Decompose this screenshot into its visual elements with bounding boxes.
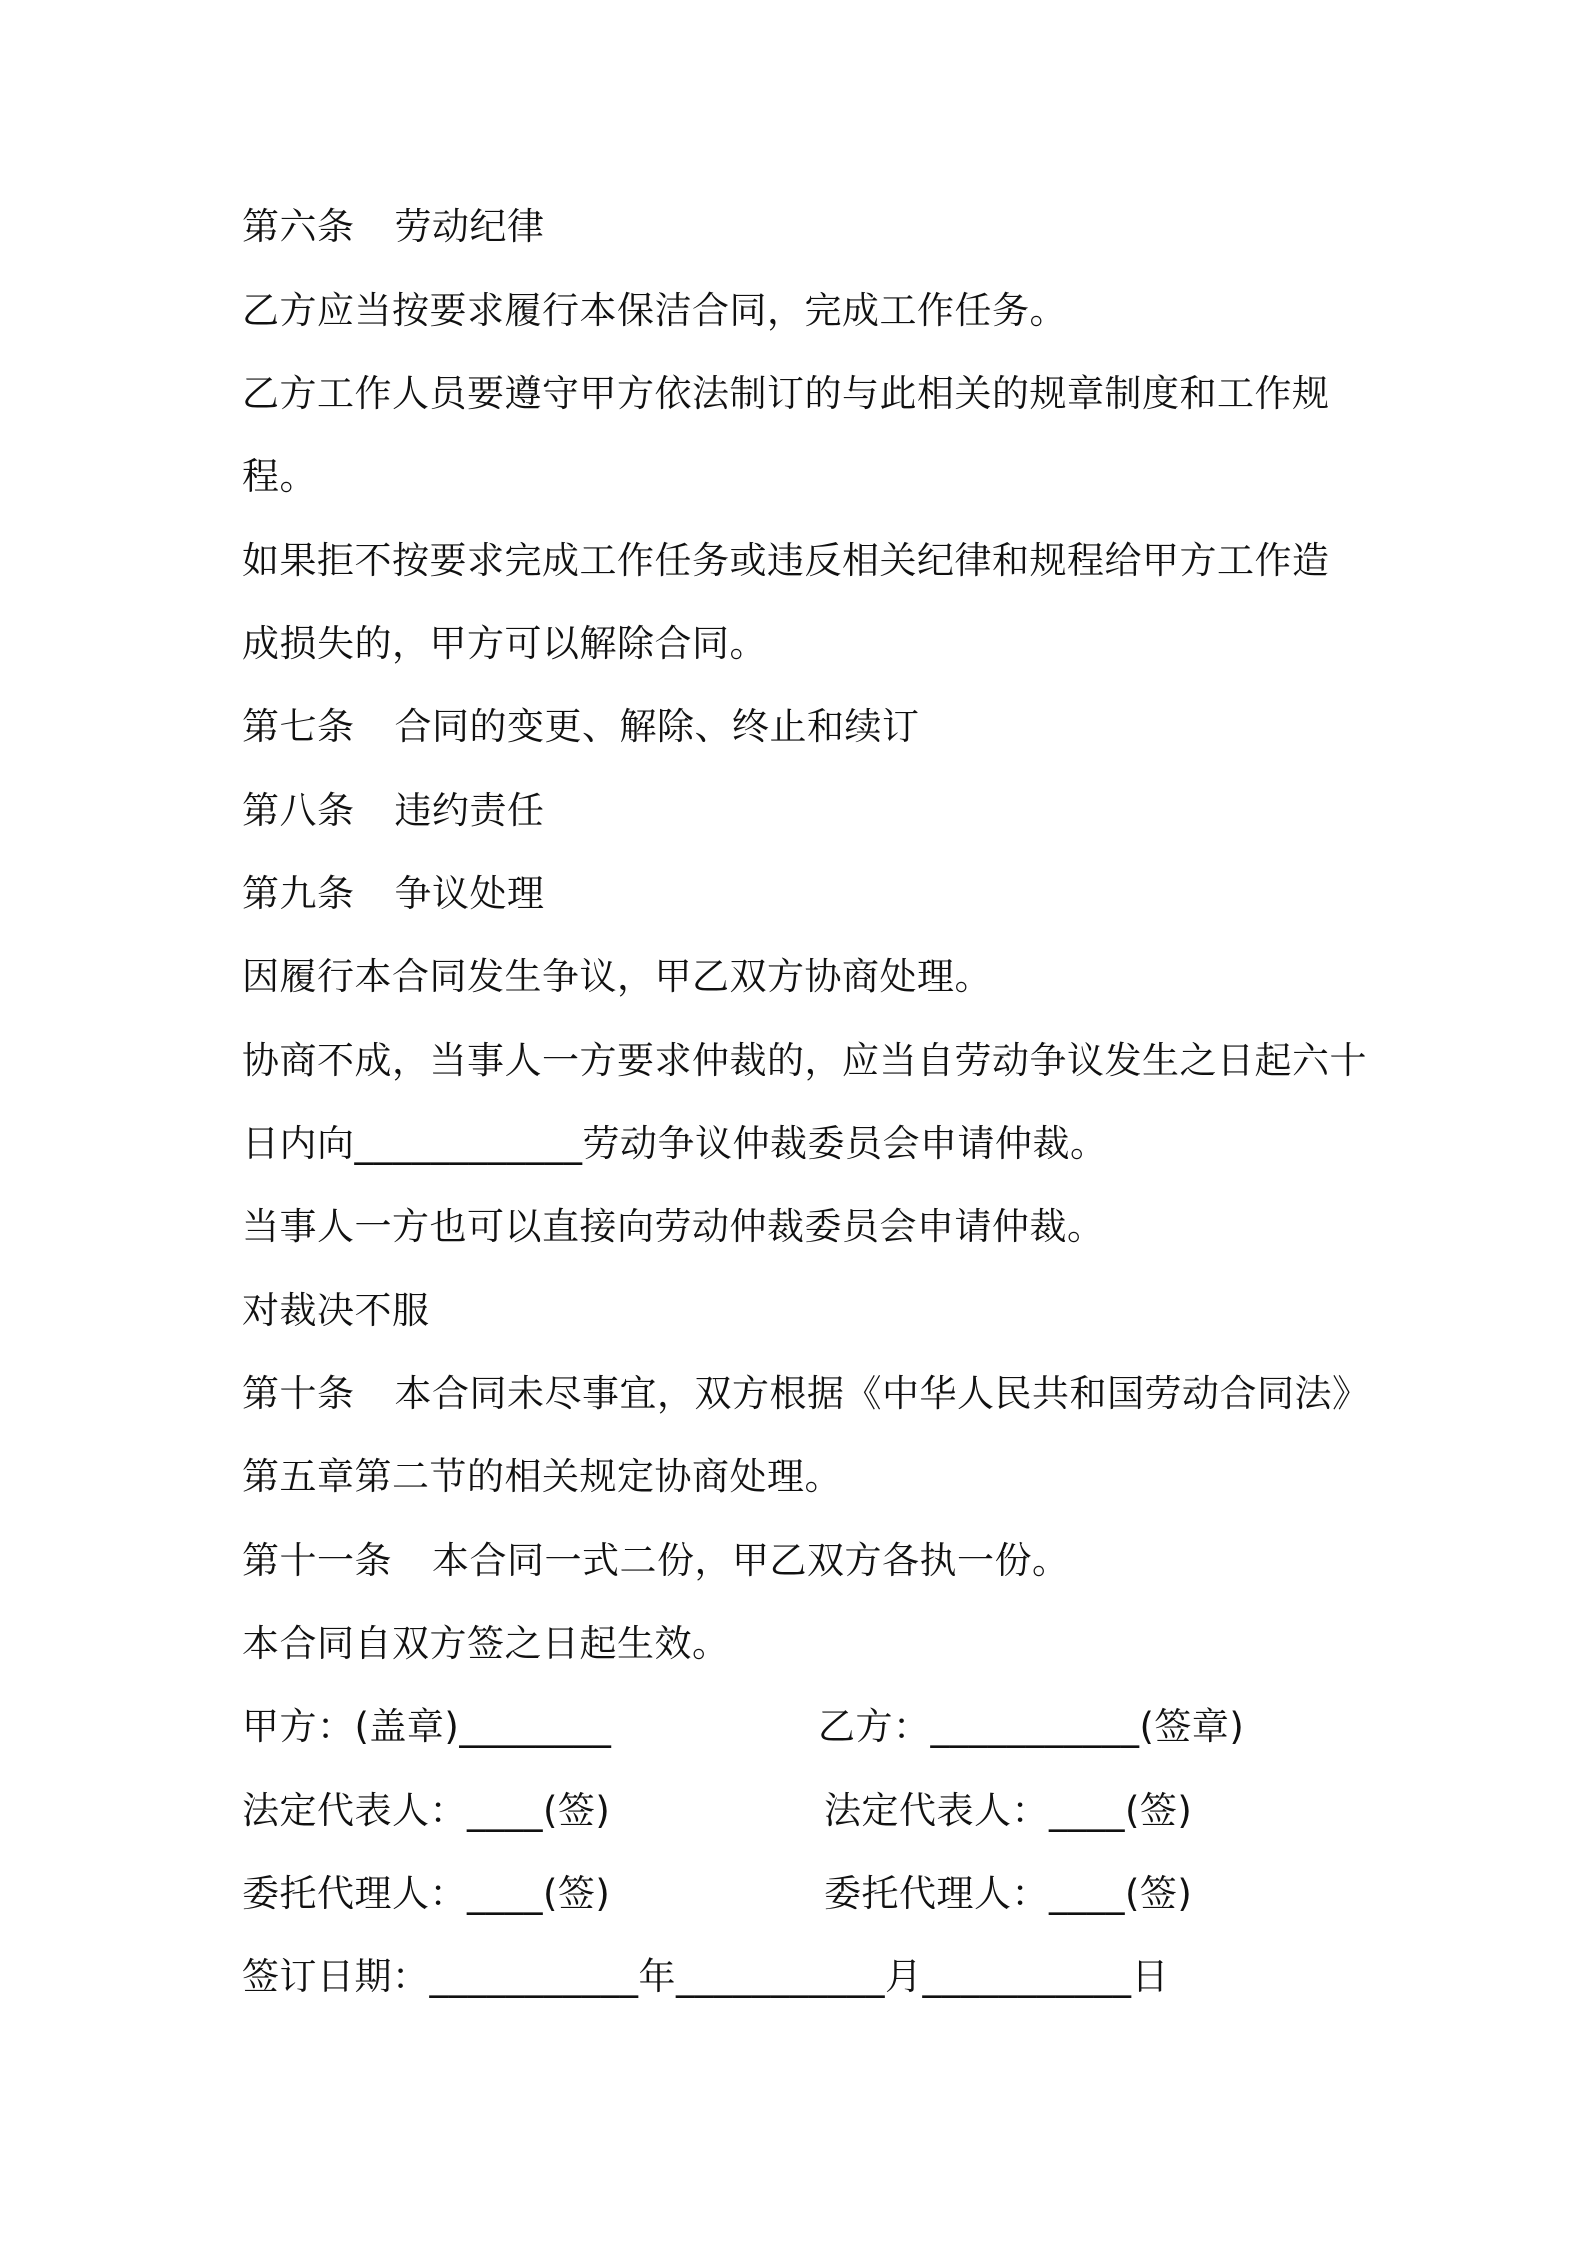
article-10-text: 本合同未尽事宜，双方根据《中华人民共和国劳动合同法》 [394,1372,1370,1415]
article-10-heading [242,1372,1370,1415]
article-9-title: 争议处理 [394,872,545,915]
article-11-number: 第十一条 [242,1539,392,1582]
article-11-text: 本合同一式二份，甲乙双方各执一份。 [432,1539,1070,1582]
paragraph-direct-arbitration: 当事人一方也可以直接向劳动仲裁委员会申请仲裁。 [242,1205,1105,1248]
paragraph-effective: 本合同自双方签之日起生效。 [242,1622,730,1665]
article-6-title: 劳动纪律 [394,205,545,248]
paragraph-arbitration-line1: 协商不成，当事人一方要求仲裁的，应当自劳动争议发生之日起六十 [242,1039,1367,1082]
paragraph-objection: 对裁决不服 [242,1289,430,1332]
paragraph-dispute: 因履行本合同发生争议，甲乙双方协商处理。 [242,955,992,998]
party-b-seal-field: 乙方：___________(签章) [818,1705,1245,1748]
article-7-heading [242,705,920,748]
paragraph-task: 乙方应当按要求履行本保洁合同，完成工作任务。 [242,289,1067,332]
article-9-number: 第九条 [242,872,355,915]
article-7-title: 合同的变更、解除、终止和续订 [394,705,920,748]
paragraph-termination-line2: 成损失的，甲方可以解除合同。 [242,622,767,665]
article-6-number: 第六条 [242,205,355,248]
paragraph-arbitration-line2: 日内向____________劳动争议仲裁委员会申请仲裁。 [242,1122,1108,1165]
paragraph-rules-line2: 程。 [242,455,317,498]
sign-date-field: 签订日期：___________年___________月___________日 [242,1955,1169,1998]
article-10-number: 第十条 [242,1372,355,1415]
article-8-heading [242,789,545,832]
paragraph-chapter-reference: 第五章第二节的相关规定协商处理。 [242,1455,842,1498]
legal-rep-b-field: 法定代表人：____(签) [824,1789,1193,1832]
article-7-number: 第七条 [242,705,355,748]
article-6-heading [242,205,545,248]
paragraph-rules-line1: 乙方工作人员要遵守甲方依法制订的与此相关的规章制度和工作规 [242,372,1330,415]
article-11-heading [242,1539,1070,1582]
agent-a-field: 委托代理人：____(签) [242,1872,611,1915]
article-9-heading [242,872,545,915]
agent-b-field: 委托代理人：____(签) [824,1872,1193,1915]
legal-rep-a-field: 法定代表人：____(签) [242,1789,611,1832]
paragraph-termination-line1: 如果拒不按要求完成工作任务或违反相关纪律和规程给甲方工作造 [242,539,1330,582]
article-8-title: 违约责任 [394,789,545,832]
party-a-seal-field: 甲方：(盖章)________ [242,1705,612,1748]
article-8-number: 第八条 [242,789,355,832]
